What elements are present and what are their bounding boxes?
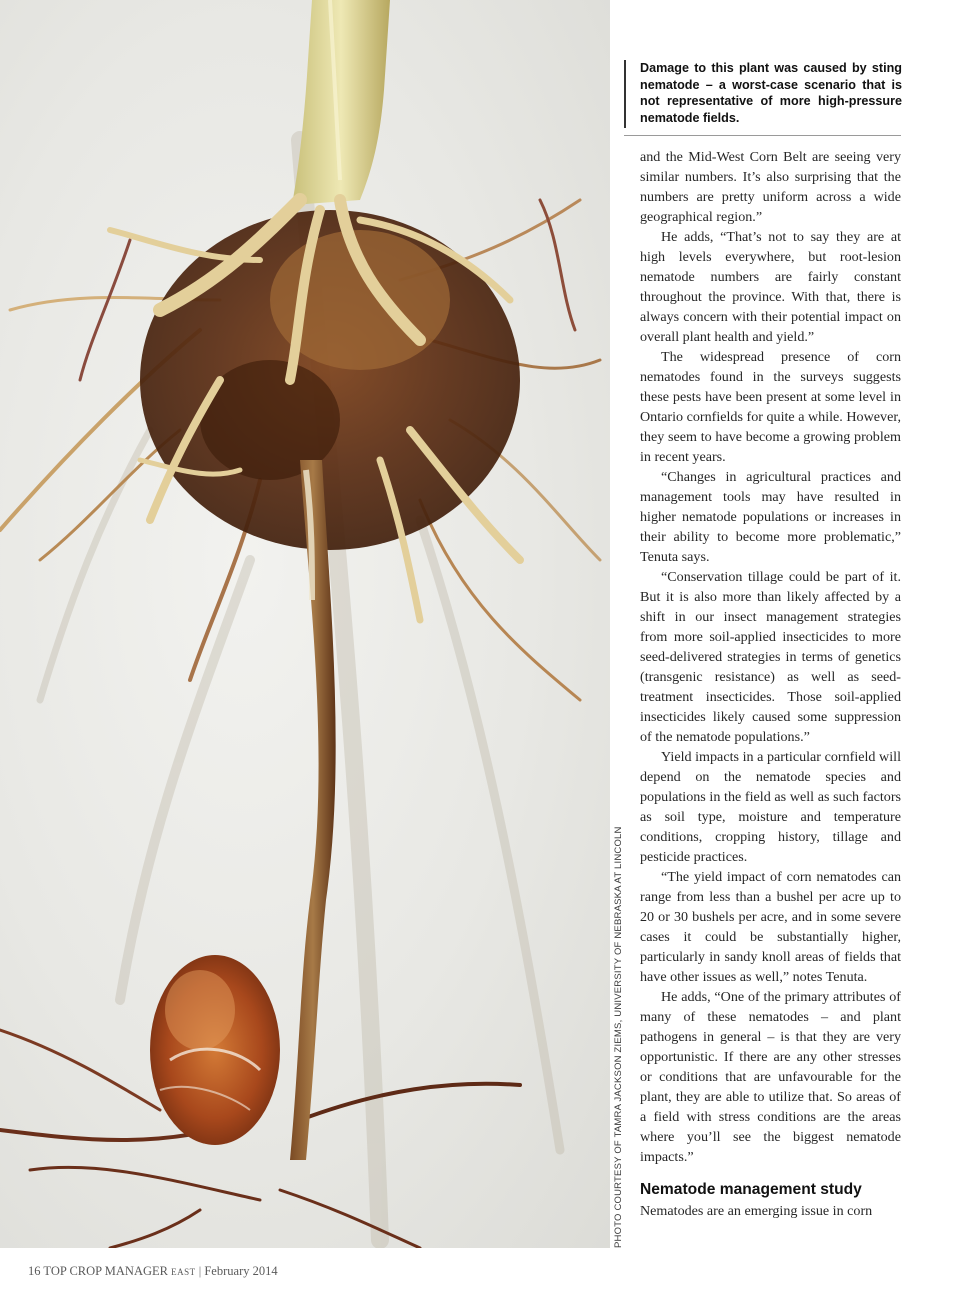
issue-date: February 2014 xyxy=(204,1264,278,1278)
article-column xyxy=(640,147,901,1221)
article-paragraph: Nematodes are an emerging issue in corn xyxy=(640,1203,873,1219)
article-paragraph: “The yield impact of corn nematodes can range from less than a bushel per acre up to 20 or 30 bushels per acre, and in some severe cases it could be substantially higher, particularly in sandy knoll areas of fields that have other issues as well,” notes Tenuta. xyxy=(640,869,901,985)
caption-divider xyxy=(624,135,901,136)
article-paragraph: “Changes in agricultural practices and management tools may have resulted in higher nematode populations or increases in their ability to become more problematic,” Tenuta says. xyxy=(640,469,901,565)
edition-label: EAST xyxy=(171,1267,196,1277)
page-number: 16 xyxy=(28,1264,41,1278)
article-paragraph: “Conservation tillage could be part of it. But it is also more than likely affected by a shift in our insect management strategies from more soil-applied insecticides to more seed-delivered strategies in terms of genetics (transgenic resistance) as well as seed-treatment insecticides. Those soil-applied insecticides likely caused some suppression of the nematode populations.” xyxy=(640,569,901,745)
article-paragraph: He adds, “That’s not to say they are at high levels everywhere, but root-lesion nematode numbers are fairly constant throughout the province. With that, there is always concern with their potential impact on overall plant health and yield.” xyxy=(640,229,901,345)
article-paragraph: He adds, “One of the primary attributes of many of these nematodes – and plant pathogens in general – is that they are very opportunistic. If there are any other stresses or conditions that are unfavourable for the plant, they are able to utilize that. So areas of a field with stress conditions are the areas where you’ll see the biggest nematode impacts.” xyxy=(640,989,901,1165)
article-paragraph: and the Mid-West Corn Belt are seeing very similar numbers. It’s also surprising that the numbers are pretty uniform across a wide geographical region.” xyxy=(640,149,901,225)
article-paragraph: The widespread presence of corn nematodes found in the surveys suggests these pests have been present at some level in Ontario cornfields for quite a while. However, they seem to have become a growing problem in recent years. xyxy=(640,349,901,465)
article-paragraph: Yield impacts in a particular cornfield will depend on the nematode species and populations in the field as well as such factors as soil type, moisture and temperature conditions, cropping history, tillage and pesticide practices. xyxy=(640,749,901,865)
page-footer xyxy=(28,1262,278,1280)
publication-name: TOP CROP MANAGER xyxy=(43,1264,168,1278)
photo-credit: PHOTO COURTESY OF TAMRA JACKSON ZIEMS, UNIVERSITY OF NEBRASKA AT LINCOLN xyxy=(613,826,624,1248)
photo-caption: Damage to this plant was caused by sting nematode – a worst-case scenario that is not representative of more high-pressure nematode fields. xyxy=(640,61,902,125)
section-subhead: Nematode management study xyxy=(640,1181,862,1198)
caption-bar xyxy=(624,60,626,128)
footer-separator: | xyxy=(198,1264,202,1278)
